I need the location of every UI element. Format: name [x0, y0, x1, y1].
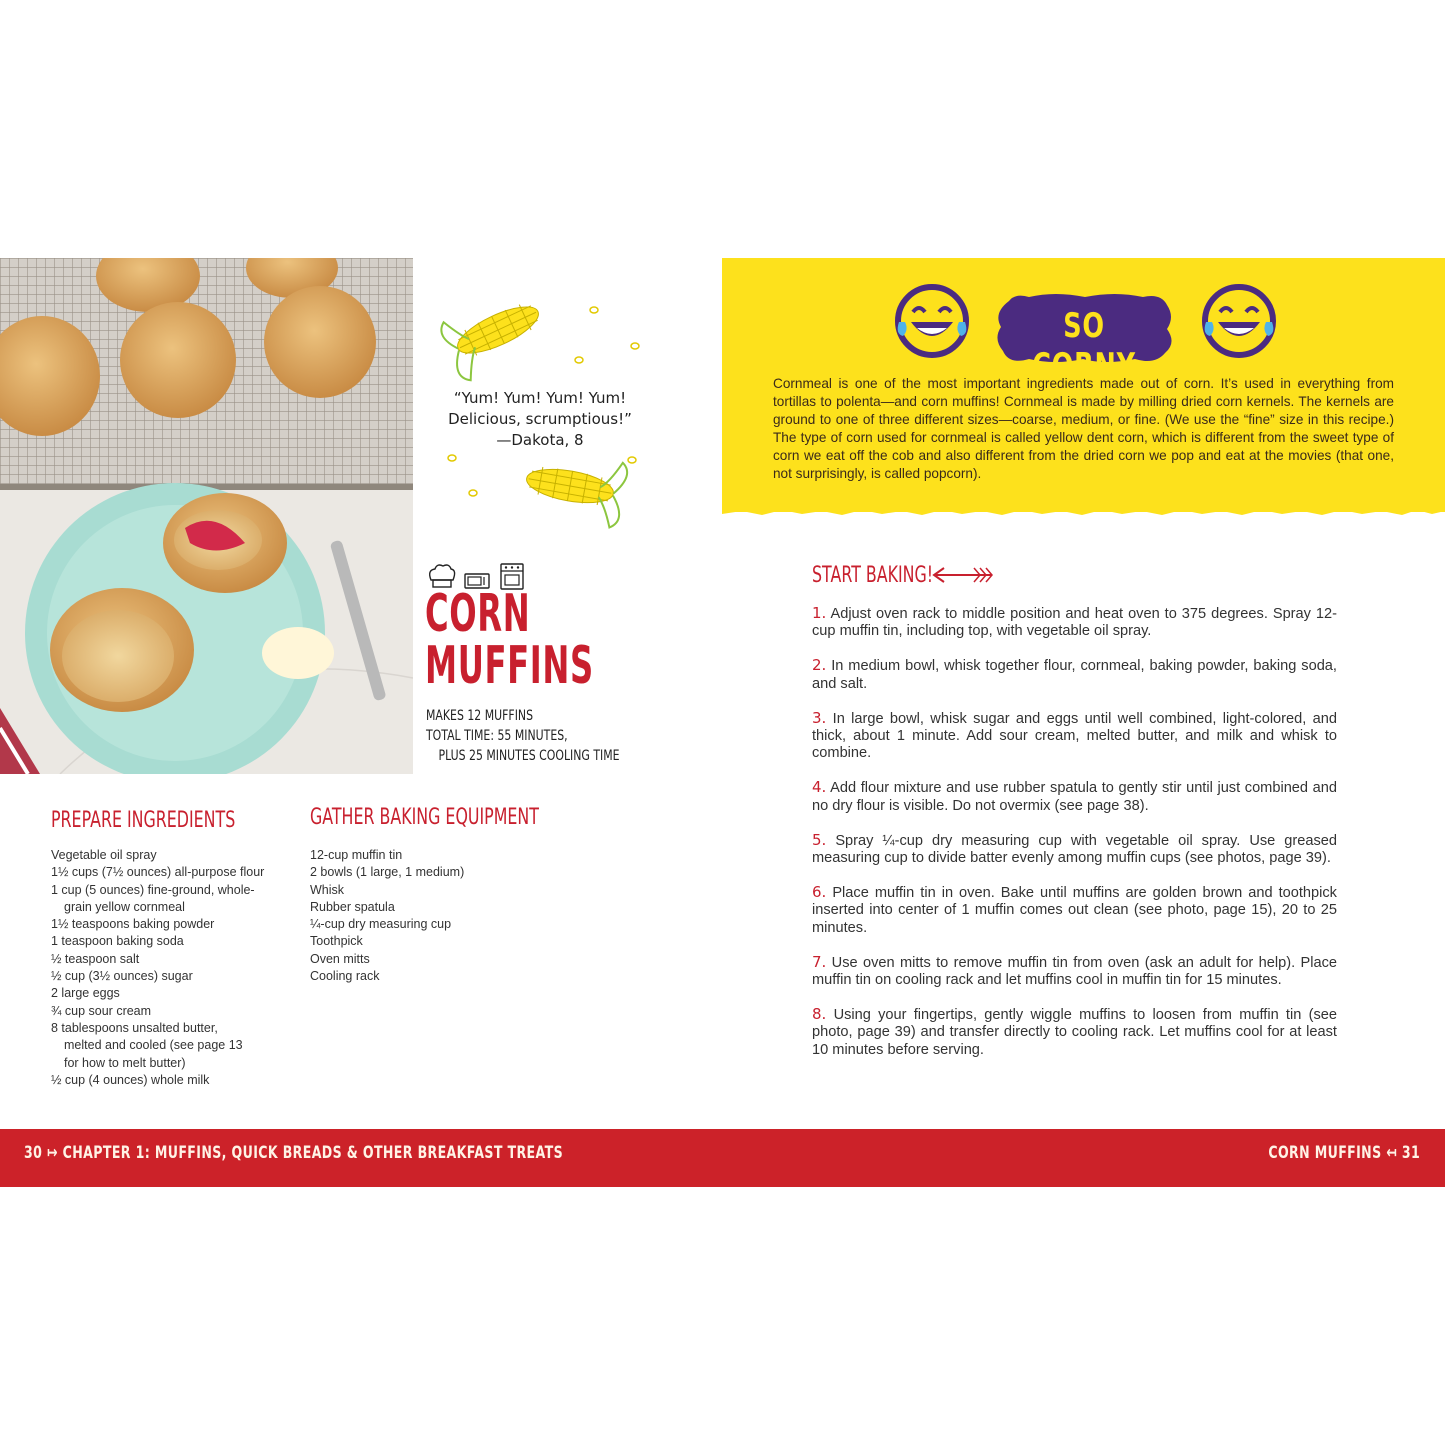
page-number-right: 31	[1401, 1143, 1420, 1163]
baking-step	[812, 657, 1337, 693]
quote-line: Delicious, scrumptious!”	[448, 410, 632, 428]
step-text: In medium bowl, whisk together flour, cornmeal, baking powder, baking soda, and salt.	[812, 658, 1337, 692]
step-text: In large bowl, whisk sugar and eggs until well combined, light-colored, and thick, about 1 minute. Add sour cream, melted butter, and milk and whisk to combine.	[812, 710, 1337, 762]
equipment-item: ¼-cup dry measuring cup	[310, 917, 452, 932]
ingredient-item: ¾ cup sour cream	[51, 1003, 152, 1018]
torn-edge	[722, 505, 1445, 519]
equipment-heading: GATHER BAKING EQUIPMENT	[310, 805, 539, 830]
recipe-meta	[426, 706, 620, 766]
baking-step	[812, 1006, 1337, 1059]
start-baking-heading	[812, 563, 980, 588]
equipment-item: Rubber spatula	[310, 899, 395, 914]
ingredient-item: ½ cup (3½ ounces) sugar	[51, 969, 193, 984]
ingredient-item: grain yellow cornmeal	[64, 899, 185, 914]
so-corny-text: Cornmeal is one of the most important ingredients made out of corn. It’s used in everything from tortillas to polenta—and corn muffins! Cornmeal is made by milling dried corn kernels. The kernels are ground to one of three different sizes—coarse, medium, or fine. (We use the “fine” size in this recipe.) The type of corn used for cornmeal is called yellow dent corn, which is different from the sweet type of corn we eat off the cob and also different from the dried corn we pop and eat at the movies (that one, not surprisingly, is called popcorn).	[773, 376, 1394, 481]
footer-right	[1268, 1143, 1420, 1163]
footer-left	[24, 1143, 563, 1163]
step-number: 5.	[812, 830, 827, 849]
equipment-item: Whisk	[310, 882, 345, 897]
step-number: 8.	[812, 1005, 827, 1023]
step-number: 3.	[812, 708, 827, 727]
ingredient-item: melted and cooled (see page 13	[64, 1038, 243, 1053]
recipe-title-line: MUFFINS	[425, 636, 594, 696]
baking-step	[812, 779, 1337, 815]
baking-step	[812, 884, 1337, 937]
laughing-emoji-icon	[893, 284, 971, 358]
step-number: 1.	[812, 604, 827, 622]
step-number: 6.	[812, 882, 827, 901]
recipe-yield: MAKES 12 MUFFINS	[426, 708, 534, 724]
footer-arrow-icon: ↦	[47, 1143, 58, 1163]
ingredient-item: Vegetable oil spray	[51, 848, 157, 862]
equipment-list	[310, 847, 464, 985]
ingredient-item: 1 cup (5 ounces) fine-ground, whole-	[51, 882, 255, 897]
recipe-cooling-time: PLUS 25 MINUTES COOLING TIME	[438, 748, 620, 764]
page-number-left: 30	[24, 1143, 43, 1163]
footer-arrow-icon: ↤	[1386, 1143, 1397, 1163]
baking-step	[812, 832, 1337, 868]
recipe-title	[425, 584, 594, 696]
chapter-title: CHAPTER 1: MUFFINS, QUICK BREADS & OTHER BREAKFAST TREATS	[62, 1143, 564, 1163]
ingredients-list	[51, 847, 264, 1089]
step-number: 2.	[812, 656, 827, 675]
ingredient-item: 2 large eggs	[51, 986, 120, 1001]
arrow-icon	[932, 565, 994, 585]
step-text: Add flour mixture and use rubber spatula to gently stir until just combined and no dry flour is visible. Do not overmix (see page 38).	[812, 780, 1338, 814]
ingredient-item: ½ cup (4 ounces) whole milk	[51, 1072, 210, 1087]
ingredient-item: 8 tablespoons unsalted butter,	[51, 1020, 218, 1035]
ingredient-item: 1½ teaspoons baking powder	[51, 917, 215, 932]
so-corny-title	[995, 306, 1173, 386]
ingredient-item: for how to melt butter)	[64, 1055, 186, 1070]
ingredient-item: 1 teaspoon baking soda	[51, 934, 184, 949]
recipe-title-line: CORN	[425, 584, 531, 644]
start-baking-label: START BAKING!	[812, 563, 934, 588]
ingredient-item: 1½ cups (7½ ounces) all-purpose flour	[51, 865, 265, 880]
step-text: Using your fingertips, gently wiggle muffins to loosen from muffin tin (see photo, page 39) and transfer directly to cooling rack. Let muffins cool for at least 10 minutes before serving.	[812, 1007, 1337, 1058]
equipment-item: Toothpick	[310, 934, 363, 949]
step-text: Spray ¼-cup dry measuring cup with vegetable oil spray. Use greased measuring cup to divide batter evenly among muffin cups (see photos, page 39).	[812, 832, 1337, 867]
baking-step	[812, 954, 1337, 990]
equipment-item: Oven mitts	[310, 951, 370, 966]
ingredients-heading: PREPARE INGREDIENTS	[51, 808, 236, 833]
step-text: Use oven mitts to remove muffin tin from oven (ask an adult for help). Place muffin tin on cooling rack and let muffins cool in muffin tin for 15 minutes.	[812, 954, 1338, 989]
kid-quote	[440, 388, 640, 451]
step-number: 4.	[812, 778, 827, 797]
equipment-item: Cooling rack	[310, 969, 380, 984]
quote-attribution: —Dakota, 8	[496, 431, 584, 449]
so-corny-label: SO CORNY	[1032, 306, 1136, 386]
running-title: CORN MUFFINS	[1268, 1143, 1382, 1163]
laughing-emoji-icon	[1200, 284, 1278, 358]
recipe-total-time: TOTAL TIME: 55 MINUTES,	[426, 728, 568, 744]
step-number: 7.	[812, 952, 827, 971]
step-text: Adjust oven rack to middle position and heat oven to 375 degrees. Spray 12-cup muffin tin, including top, with vegetable oil spray.	[812, 606, 1337, 640]
baking-step	[812, 605, 1337, 641]
baking-step	[812, 710, 1337, 763]
baking-steps	[812, 605, 1337, 1076]
equipment-item: 12-cup muffin tin	[310, 848, 403, 862]
step-text: Place muffin tin in oven. Bake until muffins are golden brown and toothpick inserted into center of 1 muffin comes out clean (see photo, page 15), 20 to 25 minutes.	[812, 884, 1337, 936]
muffin-photo	[0, 258, 413, 774]
ingredient-item: ½ teaspoon salt	[51, 951, 140, 966]
equipment-item: 2 bowls (1 large, 1 medium)	[310, 865, 465, 880]
quote-line: “Yum! Yum! Yum! Yum!	[453, 389, 627, 407]
